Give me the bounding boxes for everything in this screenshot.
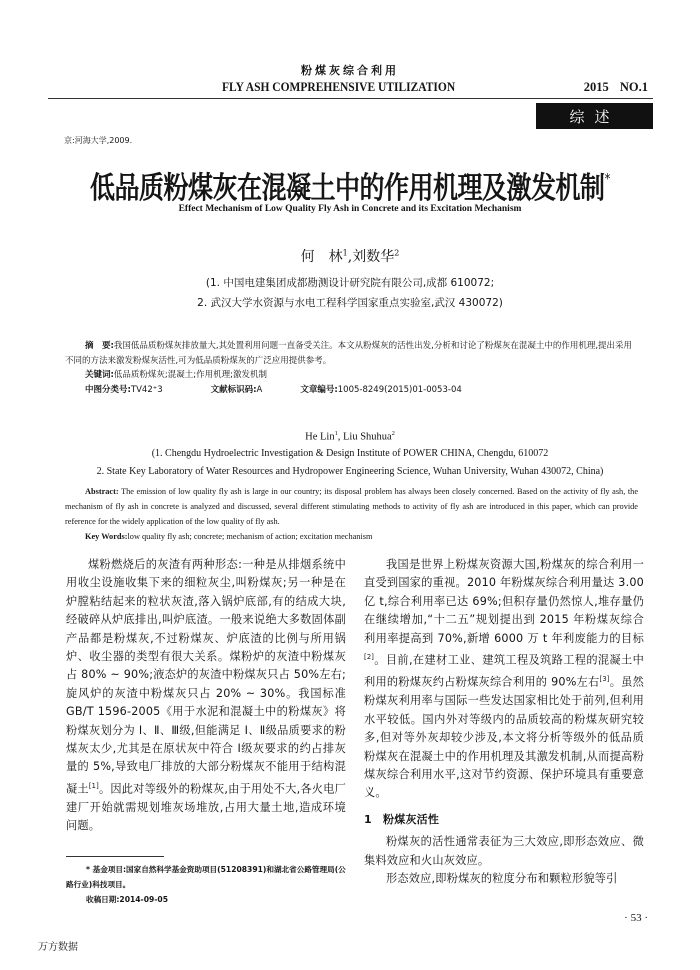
abstract-cn-label: 摘 要: (85, 341, 114, 351)
authors-cn (0, 246, 700, 266)
title-cn (0, 164, 700, 207)
citation-1[interactable]: [1] (88, 781, 99, 790)
author-1: 何 林 (300, 249, 343, 265)
title-en: Effect Mechanism of Low Quality Fly Ash in Concrete and its Excitation Mechanism (178, 204, 522, 214)
author-en-2-affil: 2 (391, 430, 395, 437)
body-text: 。因此对等级外的粉煤灰,由于用处不大,各火电厂建厂开始就需规划堆灰场堆放,占用大量土地,造成环境问题。 (66, 782, 346, 833)
body-paragraph (66, 556, 346, 836)
body-text: 我国是世界上粉煤灰资源大国,粉煤灰的综合利用一直受到国家的重视。2010 年粉煤灰综合利用量达 3.00 亿 t,综合利用率已达 69%;但积存量仍然惊人,堆存量仍在继续增加,“十二五”规划提出到 2015 年粉煤灰综合利用率提高到 70%,新增 6000 万 t 年利废能力的目标 (364, 558, 644, 645)
authors-en (0, 430, 700, 443)
abstract-cn-text: 我国低品质粉煤灰排放量大,其处置利用问题一直备受关注。本文从粉煤灰的活性出发,分析和讨论了粉煤灰在混凝土中的作用机理,提出采用不同的方法来激发粉煤灰活性,可为低品质粉煤灰的广泛应用提供参考。 (65, 341, 633, 366)
author-separator: , (347, 249, 353, 265)
article-no-value: 1005-8249(2015)01-0053-04 (337, 384, 462, 395)
section-badge: 综述 (536, 103, 653, 129)
journal-title-cn: 粉煤灰综合利用 (301, 64, 399, 77)
abstract-en (65, 484, 638, 544)
keywords-en (65, 529, 638, 544)
title-footnote-mark: * (604, 170, 610, 188)
author-en-1-affil: 1 (334, 430, 338, 437)
body-paragraph: 形态效应,即粉煤灰的粒度分布和颗粒形貌等引 (386, 871, 618, 885)
doc-code-value: A (256, 384, 263, 395)
clc-value: TV42⁺3 (130, 384, 163, 395)
abstract-en-text: The emission of low quality fly ash is large in our country; its disposal problem has always been closely concerned. Based on the activity of fly ash, the mechanism of fly ash in concrete is analyzed and discussed, several different stimulating methods to activity of fly ash are introduced in this paper, which can provide reference for the widely application of the low quality of fly ash. (65, 487, 638, 526)
article-number (300, 383, 461, 398)
author-en-1: He Lin (305, 431, 335, 443)
abstract-cn (65, 339, 638, 397)
issue-number: 2015 NO.1 (583, 80, 648, 94)
author-en-separator: , (337, 431, 343, 443)
abstract-en-label: Abstract: (85, 487, 119, 496)
keywords-en-label: Key Words: (85, 532, 128, 541)
affiliation-cn-2: 2. 武汉大学水资源与水电工程科学国家重点实验室,武汉 430072) (197, 297, 503, 309)
abstract-en-paragraph (65, 484, 638, 529)
abstract-cn-paragraph (65, 339, 638, 368)
body-column-left (66, 556, 346, 836)
clc-label: 中图分类号: (85, 384, 131, 395)
citation-2[interactable]: [2] (364, 653, 375, 662)
body-text: 煤粉燃烧后的灰渣有两种形态:一种是从排烟系统中用收尘设施收集下来的细粒灰尘,叫粉煤灰;另一种是在炉膛粘结起来的粒状灰渣,落入锅炉底部,有的结成大块,经破碎从炉底排出,叫炉底渣。一般来说绝大多数固体副产品都是粉煤灰,不过粉煤灰、炉底渣的比例与所用锅炉、收尘器的类型有很大关系。煤粉炉的灰渣中粉煤灰占 80% ~ 90%;液态炉的灰渣中粉煤灰只占 50%左右;旋风炉的灰渣中粉煤灰只占 20% ~ 30%。我国标准 GB/T 1596-2005《用于水泥和混凝土中的粉煤灰》将粉煤灰划分为 Ⅰ、Ⅱ、Ⅲ级,但能满足 Ⅰ、Ⅱ级品质要求的粉煤灰太少,尤其是在原状灰中符合 Ⅰ级灰要求的约占排灰量的 5%,导致电厂排放的大部分粉煤灰不能用于结构混凝土 (66, 558, 346, 796)
body-paragraph: 粉煤灰的活性通常表征为三大效应,即形态效应、微集料效应和火山灰效应。 (364, 835, 644, 867)
author-en-2: Liu Shuhua (342, 431, 392, 443)
article-metadata (65, 383, 638, 398)
page-number: · 53 · (624, 912, 648, 924)
clc-number (85, 383, 163, 398)
article-no-label: 文章编号: (300, 384, 338, 395)
journal-title-en: FLY ASH COMPREHENSIVE UTILIZATION (222, 80, 456, 94)
keywords-en-text: low quality fly ash; concrete; mechanism of action; excitation mechanism (127, 532, 373, 541)
fund-text: * 基金项目:国家自然科学基金资助项目(51208391)和湖北省公路管理局(公路行业)科技项目。 (66, 865, 346, 889)
reference-continuation: 京:河海大学,2009. (64, 136, 133, 145)
title-cn-text: 低品质粉煤灰在混凝土中的作用机理及激发机制 (89, 170, 605, 206)
body-text: 。目前,在建材工业、建筑工程及筑路工程的混凝土中利用的粉煤灰约占粉煤灰综合利用的 90%左右 (364, 653, 644, 689)
body-paragraph (364, 556, 644, 803)
author-1-affil: 1 (342, 248, 348, 258)
affiliation-en-1: (1. Chengdu Hydroelectric Investigation & Design Institute of POWER CHINA, Chengdu, 610072 (151, 448, 549, 459)
footnote-divider (66, 856, 164, 857)
keywords-cn (65, 368, 638, 383)
keywords-cn-text: 低品质粉煤灰;混凝土;作用机理;激发机制 (113, 370, 267, 380)
header-divider (48, 98, 653, 99)
footnote-received: 收稿日期:2014-09-05 (86, 895, 168, 904)
doc-code-label: 文献标识码: (210, 384, 257, 395)
section-heading-1: 1 粉煤灰活性 (364, 812, 440, 826)
watermark: 万方数据 (38, 942, 78, 953)
keywords-cn-label: 关键词: (85, 370, 114, 380)
citation-3[interactable]: [3] (599, 675, 610, 684)
affiliation-cn-1: (1. 中国电建集团成都勘测设计研究院有限公司,成都 610072; (205, 277, 495, 289)
document-code (211, 383, 263, 398)
body-text: 。虽然粉煤灰利用率与国际一些发达国家相比处于前列,但利用水平较低。国内外对等级内的品质较高的粉煤灰研究较多,但对等外灰却较少涉及,本文将分析等级外的低品质粉煤灰在混凝土中的作用机理及其激发机制,从而提高粉煤灰综合利用水平,这对节约资源、保护环境具有重要意义。 (364, 675, 644, 800)
author-2: 刘数华 (352, 249, 395, 265)
body-column-right (364, 556, 644, 888)
affiliation-en-2: 2. State Key Laboratory of Water Resources and Hydropower Engineering Science, Wuhan University, Wuhan 430072, China) (96, 466, 604, 477)
author-2-affil: 2 (394, 248, 400, 258)
footnote-fund (66, 862, 346, 892)
